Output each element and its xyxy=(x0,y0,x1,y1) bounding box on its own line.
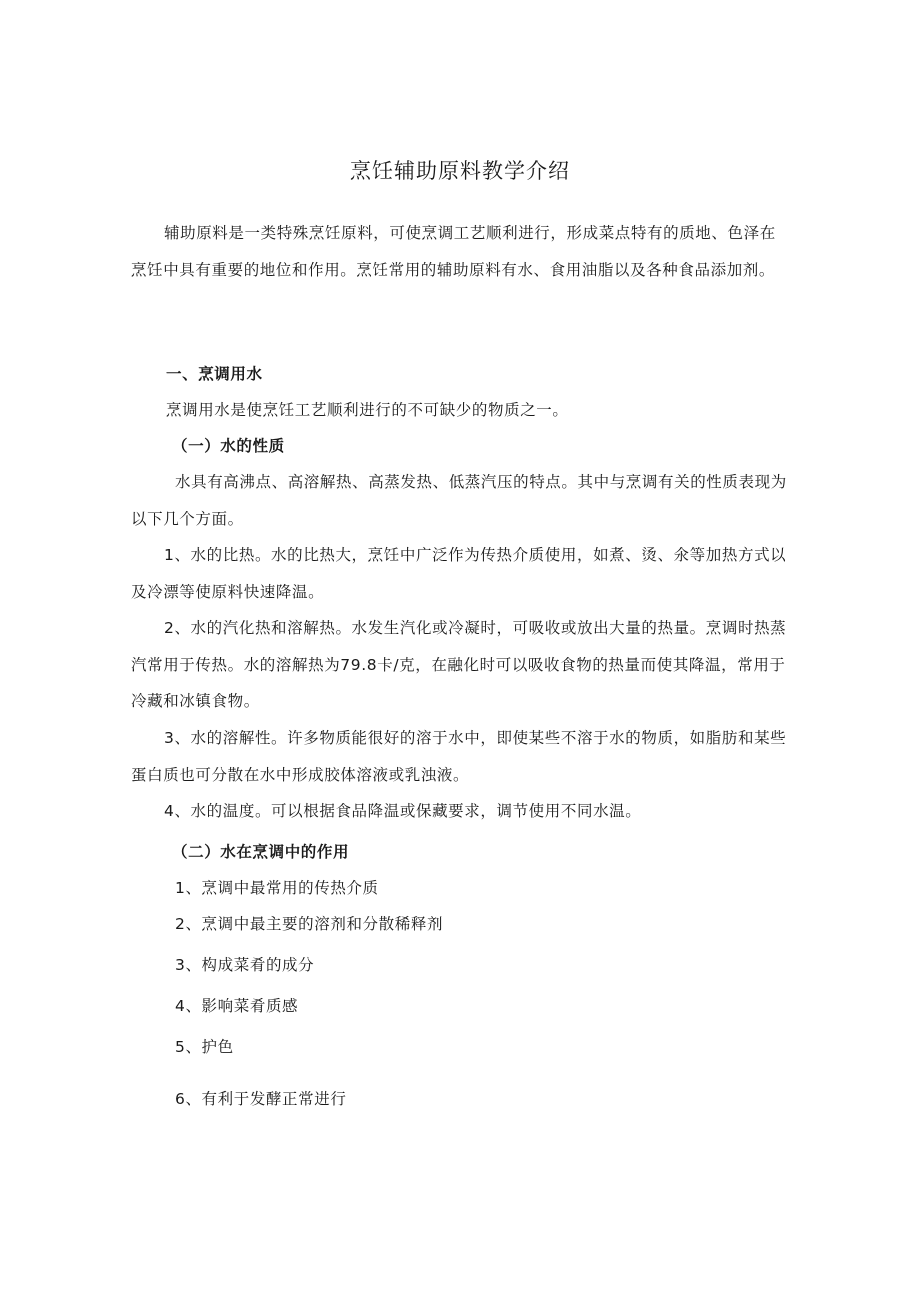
property-item-4: 4、水的温度。可以根据食品降温或保藏要求，调节使用不同水温。 xyxy=(164,802,642,820)
document-title: 烹饪辅助原料教学介绍 xyxy=(350,159,570,183)
role-item-5: 5、护色 xyxy=(175,1038,234,1056)
property-item-1: 1、水的比热。水的比热大，烹饪中广泛作为传热介质使用，如煮、烫、氽等加热方式以及冷漂等使原料快速降温。 xyxy=(131,546,787,601)
properties-intro-paragraph: 水具有高沸点、高溶解热、高蒸发热、低蒸汽压的特点。其中与烹调有关的性质表现为以下几个方面。 xyxy=(131,473,787,528)
intro-paragraph: 辅助原料是一类特殊烹饪原料，可使烹调工艺顺利进行，形成菜点特有的质地、色泽在烹饪中具有重要的地位和作用。烹饪常用的辅助原料有水、食用油脂以及各种食品添加剂。 xyxy=(131,224,776,279)
property-item-3: 3、水的溶解性。许多物质能很好的溶于水中，即使某些不溶于水的物质，如脂肪和某些蛋白质也可分散在水中形成胶体溶液或乳浊液。 xyxy=(131,729,787,784)
section-intro: 烹调用水是使烹饪工艺顺利进行的不可缺少的物质之一。 xyxy=(166,401,569,419)
role-item-3: 3、构成菜肴的成分 xyxy=(175,956,315,974)
property-item-2: 2、水的汽化热和溶解热。水发生汽化或冷凝时，可吸收或放出大量的热量。烹调时热蒸汽常用于传热。水的溶解热为79.8卡/克，在融化时可以吸收食物的热量而使其降温，常用于冷藏和冰镇食物。 xyxy=(131,619,787,710)
subsection-heading-properties: （一）水的性质 xyxy=(172,437,285,455)
role-item-2: 2、烹调中最主要的溶剂和分散稀释剂 xyxy=(175,915,444,933)
role-item-6: 6、有利于发酵正常进行 xyxy=(175,1090,347,1108)
section-heading-water: 一、烹调用水 xyxy=(166,365,263,383)
role-item-1: 1、烹调中最常用的传热介质 xyxy=(175,879,379,897)
subsection-heading-roles: （二）水在烹调中的作用 xyxy=(172,843,350,861)
role-item-4: 4、影响菜肴质感 xyxy=(175,997,299,1015)
